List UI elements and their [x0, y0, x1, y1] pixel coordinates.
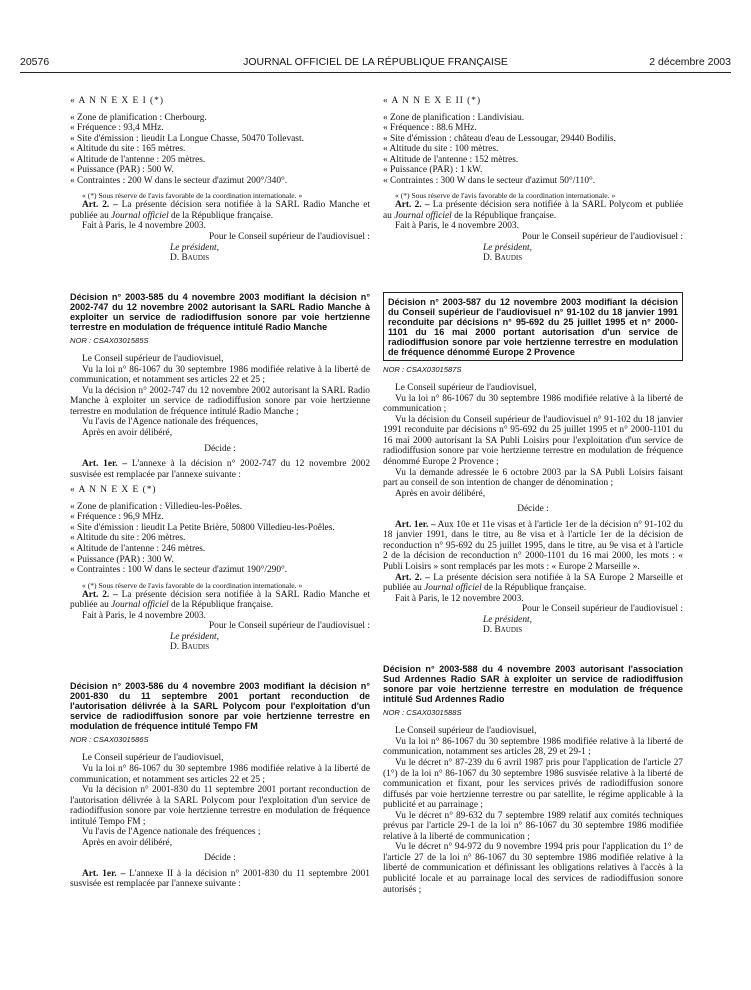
article-text: La présente décision sera notifiée à la SA Europe 2 Marseille et publiée au	[383, 572, 683, 594]
left-column	[70, 96, 370, 890]
annex-line: « Contraintes : 300 W dans le secteur d'azimut 50°/110°.	[383, 175, 596, 186]
signature-lead: Pour le Conseil supérieur de l'audiovisuel :	[208, 621, 370, 632]
signing-place-date: Fait à Paris, le 4 novembre 2003.	[82, 610, 206, 621]
preamble-line: Vu la loi n° 86-1067 du 30 septembre 1986 modifiée relative à la liberté de communication, notamment ses articles 28, 29 et 29-1 ;	[383, 736, 683, 758]
annex-line: « Zone de planification : Landivisiau.	[383, 112, 525, 123]
annex-footnote: « (*) Sous réserve de l'avis favorable de la coordination internationale. »	[82, 191, 303, 201]
article-paragraph	[383, 573, 683, 594]
header-rule	[20, 72, 731, 73]
article-label: Art. 2. –	[82, 589, 118, 600]
annex-line: « Puissance (PAR) : 300 W.	[70, 554, 174, 565]
preamble-line: Vu la décision n° 2001-830 du 11 septembre 2001 portant reconduction de l'autorisation délivrée à la SARL Polycom pour l'exploitation d'un service de radiodiffusion sonore par voie hertzienne terrestre en modulation de fréquence intitulé Tempo FM ;	[70, 785, 370, 827]
annex-line: « Zone de planification : Cherbourg.	[70, 112, 207, 123]
annex-line: « Site d'émission : lieudit La Longue Chasse, 50470 Tollevast.	[70, 133, 304, 144]
journal-title: JOURNAL OFFICIEL DE LA RÉPUBLIQUE FRANÇAISE	[243, 56, 508, 68]
annex-details	[383, 113, 683, 187]
annex-line: « Altitude du site : 165 mètres.	[70, 144, 186, 155]
annex-title: « A N N E X E II (*)	[383, 96, 482, 106]
decision-title: Décision n° 2003-587 du 12 novembre 2003 modifiant la décision du Conseil supérieur de l'audiovisuel n° 91-102 du 18 janvier 1991 reconduite par décisions n° 95-692 du 25 juillet 1995 et n° 2000-1101 du 16 mai 2000 portant autorisation d'un service de radiodiffusion sonore par voie hertzienne terrestre en modulation de fréquence dénommé Europe 2 Provence	[383, 292, 683, 361]
article-label: Art. 2. –	[395, 572, 430, 583]
signature-lead: Pour le Conseil supérieur de l'audiovisuel :	[521, 604, 683, 615]
annex-title: « A N N E X E I (*)	[70, 96, 164, 106]
article-label: Art. 1er. –	[395, 519, 436, 530]
annex-details	[70, 502, 370, 576]
annex-line: « Zone de planification : Villedieu-les-Poêles.	[70, 501, 243, 512]
annex-line: « Altitude du site : 100 mètres.	[383, 144, 499, 155]
preamble-line: Vu la décision du Conseil supérieur de l'audiovisuel n° 91-102 du 18 janvier 1991 reconduite par décisions n° 95-692 du 25 juillet 1995 et n° 2000-1101 du 16 mai 2000 autorisant la SA Publi Loisirs pour l'exploitation d'un service de radiodiffusion sonore par voie hertzienne terrestre en modulation de fréquence dénommé Europe 2 Provence ;	[383, 414, 683, 468]
article-text: L'annexe à la décision n° 2002-747 du 12 novembre 2002 susvisée est remplacée par l'annexe suivante :	[70, 459, 371, 480]
annex-line: « Altitude de l'antenne : 246 mètres.	[70, 543, 206, 554]
article-text-end: de la République française.	[168, 210, 274, 221]
preamble-line: Après en avoir délibéré,	[82, 428, 173, 439]
decision-title: Décision n° 2003-588 du 4 novembre 2003 autorisant l'association Sud Ardennes Radio SAR à exploiter un service de radiodiffusion sonore par voie hertzienne terrestre en modulation de fréquence intitulé Sud Ardennes Radio	[383, 663, 683, 704]
annex-line: « Site d'émission : lieudit La Petite Brière, 50800 Villedieu-les-Poêles.	[70, 522, 335, 533]
journal-ref: Journal officiel	[111, 600, 169, 611]
preamble-line: Vu le décret n° 94-972 du 9 novembre 1994 pris pour l'application du 1° de l'article 27 de la loi n° 86-1067 du 30 septembre 1986 modifiée relative à la liberté de communication et définissant les obligations relatives à l'accès à la publicité locale et au parrainage local des services de radiodiffusion sonore autorisés ;	[383, 842, 683, 895]
article-text: Aux 10e et 11e visas et à l'article 1er de la décision n° 91-102 du 18 janvier 1991, dans le titre, au 8e visa et à l'article 1er de la décision de reconduction n° 95-692 du 25 juillet 1995, dans le titre, au 9e visa et à l'article 2 de la décision de reconduction n° 2000-1101 du 16 mai 2000, les mots : « Publi Loisirs » sont remplacés par les mots : « Europe 2 Marseille ».	[383, 519, 683, 572]
signing-place-date: Fait à Paris, le 4 novembre 2003.	[395, 221, 519, 232]
article-paragraph	[70, 869, 370, 890]
preamble-line: Le Conseil supérieur de l'audiovisuel,	[82, 753, 224, 764]
page-number: 20576	[20, 56, 50, 68]
preamble-line: Vu la loi n° 86-1067 du 30 septembre 1986 modifiée relative à la liberté de communication, et notamment ses articles 22 et 25 ;	[70, 364, 370, 386]
annex-line: « Altitude de l'antenne : 152 mètres.	[383, 154, 519, 165]
signing-place-date: Fait à Paris, le 12 novembre 2003.	[395, 593, 524, 604]
journal-ref: Journal officiel	[394, 210, 452, 221]
preamble-line: Après en avoir délibéré,	[82, 837, 173, 848]
signing-place-date: Fait à Paris, le 4 novembre 2003.	[82, 221, 206, 232]
annex-line: « Fréquence : 93,4 MHz.	[70, 123, 164, 134]
annex-footnote: « (*) Sous réserve de l'avis favorable de la coordination internationale. »	[82, 580, 303, 590]
annex-line: « Altitude du site : 206 mètres.	[70, 533, 186, 544]
signature-lead: Pour le Conseil supérieur de l'audiovisuel :	[521, 232, 683, 243]
article-text-end: de la République française.	[168, 600, 274, 611]
preamble-line: Le Conseil supérieur de l'audiovisuel,	[395, 383, 537, 394]
annex-line: « Fréquence : 88.6 MHz.	[383, 123, 477, 134]
article-paragraph	[383, 520, 683, 573]
article-label: Art. 2. –	[395, 200, 430, 211]
preamble-line: Après en avoir délibéré,	[395, 488, 486, 499]
preamble-line: Vu la décision n° 2002-747 du 12 novembre 2002 autorisant la SARL Radio Manche à exploiter un service de radiodiffusion sonore par voie hertzienne terrestre en modulation de fréquence intitulé Radio Manche ;	[70, 385, 370, 417]
signature-role: Le président,	[483, 614, 532, 625]
signature-lead: Pour le Conseil supérieur de l'audiovisuel :	[208, 232, 370, 243]
annex-line: « Contraintes : 100 W dans le secteur d'azimut 190°/290°.	[70, 565, 288, 576]
annex-footnote: « (*) Sous réserve de l'avis favorable de la coordination internationale. »	[395, 191, 616, 201]
article-label: Art. 1er. –	[82, 459, 128, 470]
preamble-line: Vu la demande adressée le 6 octobre 2003 par la SA Publi Loisirs faisant part au conseil de son intention de changer de dénomination ;	[383, 467, 683, 489]
signature-name: D. Baudis	[170, 253, 210, 264]
decision-title: Décision n° 2003-585 du 4 novembre 2003 modifiant la décision n° 2002-747 du 12 novembre 2002 autorisant la SARL Radio Manche à exploiter un service de radiodiffusion sonore par voie hertzienne terrestre en modulation de fréquence intitulé Radio Manche	[70, 291, 370, 332]
preamble-line: Le Conseil supérieur de l'audiovisuel,	[82, 354, 224, 365]
preamble-line: Vu la loi n° 86-1067 du 30 septembre 1986 modifiée relative à la liberté de communication ;	[383, 393, 683, 415]
preamble-line: Vu le décret n° 89-632 du 7 septembre 1989 relatif aux comités techniques prévus par l'article 29-1 de la loi n° 86-1067 du 30 septembre 1986 modifiée relative à la liberté de communication ;	[383, 810, 683, 842]
issue-date: 2 décembre 2003	[649, 56, 731, 68]
article-text: La présente décision sera notifiée à la SARL Polycom et publiée au	[383, 200, 683, 221]
annex-line: « Puissance (PAR) : 1 kW.	[383, 165, 483, 176]
article-text-end: de la République française.	[481, 583, 587, 594]
nor-reference: NOR : CSAX0301585S	[70, 335, 149, 345]
signature-role: Le président,	[170, 631, 219, 642]
nor-reference: NOR : CSAX0301588S	[383, 707, 462, 717]
article-paragraph	[70, 459, 370, 480]
article-label: Art. 1er. –	[82, 868, 126, 879]
page-header	[20, 56, 731, 70]
nor-reference: NOR : CSAX0301586S	[70, 734, 149, 744]
annex-line: « Contraintes : 200 W dans le secteur d'azimut 200°/340°.	[70, 175, 288, 186]
preamble-line: Vu le décret n° 87-239 du 6 avril 1987 pris pour l'application de l'article 27 (1°) de la loi n° 86-1067 du 30 septembre 1986 susvisée relative à la liberté de communication et fixant, pour les services privés de radiodiffusion sonore diffusés par voie hertzienne terrestre ou par satellite, le régime applicable à la publicité et au parrainage ;	[383, 757, 683, 811]
preamble-line: Vu l'avis de l'Agence nationale des fréquences ;	[82, 827, 261, 838]
article-text: La présente décision sera notifiée à la SARL Radio Manche et publiée au	[70, 200, 370, 221]
right-column	[383, 96, 683, 895]
annex-line: « Puissance (PAR) : 500 W.	[70, 165, 174, 176]
article-paragraph	[70, 200, 370, 221]
nor-reference: NOR : CSAX0301587S	[383, 364, 462, 374]
decide-heading: Décide :	[204, 853, 236, 864]
annex-details	[70, 113, 370, 187]
signature-role: Le président,	[483, 242, 532, 253]
annex-line: « Altitude de l'antenne : 205 mètres.	[70, 154, 206, 165]
annex-line: « Fréquence : 96,9 MHz.	[70, 512, 164, 523]
decide-heading: Décide :	[204, 443, 236, 454]
journal-ref: Journal officiel	[424, 583, 482, 594]
preamble-line: Vu la loi n° 86-1067 du 30 septembre 1986 modifiée relative à la liberté de communication, et notamment ses articles 22 et 25 ;	[70, 763, 370, 785]
article-text-end: de la République française.	[451, 210, 557, 221]
signature-role: Le président,	[170, 242, 219, 253]
article-text: La présente décision sera notifiée à la SARL Radio Manche et publiée au	[70, 589, 370, 611]
signature-name: D. Baudis	[170, 642, 210, 653]
annex-title: « A N N E X E (*)	[70, 485, 157, 496]
journal-ref: Journal officiel	[111, 210, 169, 221]
article-paragraph	[383, 200, 683, 221]
signature-name: D. Baudis	[483, 625, 523, 636]
signature-name: D. Baudis	[483, 253, 523, 264]
decision-title: Décision n° 2003-586 du 4 novembre 2003 modifiant la décision n° 2001-830 du 11 septembre 2001 portant reconduction de l'autorisation délivrée à la SARL Polycom pour l'exploitation d'un service de radiodiffusion sonore par voie hertzienne terrestre en modulation de fréquence intitulé Tempo FM	[70, 680, 370, 731]
article-paragraph	[70, 590, 370, 611]
preamble-line: Le Conseil supérieur de l'audiovisuel,	[395, 726, 537, 737]
preamble-line: Vu l'avis de l'Agence nationale des fréquences,	[82, 417, 258, 428]
annex-line: « Site d'émission : château d'eau de Lessougar, 29440 Bodilis.	[383, 133, 616, 144]
article-label: Art. 2. –	[82, 200, 118, 211]
decide-heading: Décide :	[517, 504, 549, 515]
article-text: L'annexe II à la décision n° 2001-830 du 11 septembre 2001 susvisée est remplacée par l'annexe suivante :	[70, 868, 370, 890]
